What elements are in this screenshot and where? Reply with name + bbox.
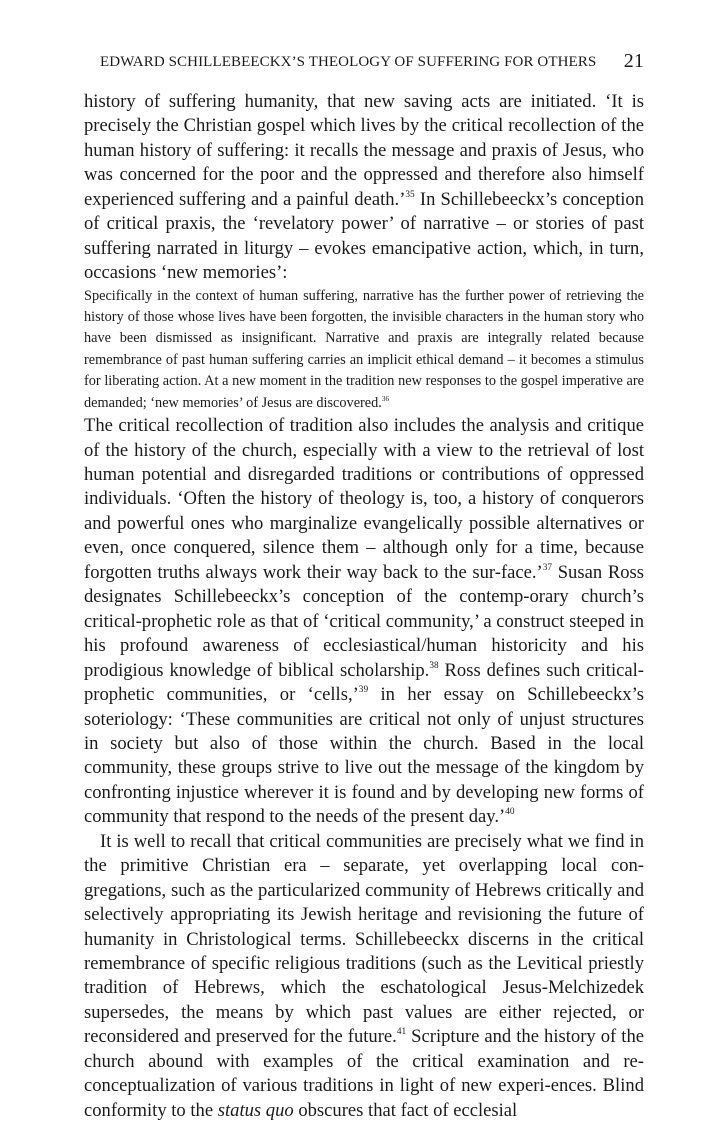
text-run: Specifically in the context of human suffering, narrative has the further power of retrieving the history of those whose lives have been forgotten, the invisible characters in the human story who have been dismissed as insignificant. Narrative and praxis are integrally related because remembrance of past human suffering carries an implicit ethical demand – it becomes a stimulus for liberating action. At a new moment in the tradition new responses to the gospel imperative are demanded; ‘new memories’ of Jesus are discovered. [84, 287, 644, 411]
text-run: obscures that fact of ecclesial [293, 1099, 518, 1121]
footnote-ref-37[interactable]: 37 [542, 562, 553, 573]
footnote-ref-36[interactable]: 36 [381, 394, 390, 403]
text-run: Susan Ross designates Schillebeeckx’s conception of the contemp-orary church’s critical-prophetic role as that of ‘critical community,’ a construct steeped in his profound awareness of ecclesiastical/human historicity and his prodigious knowledge of biblical scholarship. [84, 561, 644, 681]
body-text [84, 90, 644, 1123]
text-run: in her essay on Schillebeeckx’s soteriology: ‘These communities are critical not only of unjust structures in society but also of those within the church. Based in the local community, these groups strive to live out the message of the kingdom by confronting injustice wherever it is found and by developing new forms of community that respond to the needs of the present day.’ [84, 684, 644, 828]
footnote-ref-41[interactable]: 41 [396, 1027, 407, 1038]
paragraph-1 [84, 90, 644, 286]
running-head: EDWARD SCHILLEBEECKX’S THEOLOGY OF SUFFERING FOR OTHERS [100, 54, 597, 70]
text-run: In Schillebeeckx’s conception of critical praxis, the ‘revelatory power’ of narrative – or stories of past suffering narrated in liturgy – evokes emancipative action, which, in turn, occasions ‘new memories’: [84, 188, 644, 284]
footnote-ref-39[interactable]: 39 [358, 685, 369, 696]
page-number: 21 [623, 50, 644, 72]
text-run: Ross defines such critical-prophetic communities, or ‘cells,’ [84, 659, 644, 706]
text-run: It is well to recall that critical communities are precisely what we find in the primitive Christian era – separate, yet overlapping local con-gregations, such as the particularized community of Hebrews critically and selectively appropriating its Jewish heritage and revisioning the future of humanity in Christological terms. Schillebeeckx discerns in the critical remembrance of specific religious traditions (such as the Levitical priestly tradition of Hebrews, which the eschatological Jesus-Melchizedek supersedes, the means by which past values are either rejected, or reconsidered and preserved for the future. [84, 830, 644, 1048]
italic-phrase: status quo [217, 1099, 294, 1121]
paragraph-3 [84, 830, 644, 1123]
text-run: history of suffering humanity, that new saving acts are initiated. ‘It is precisely the Christian gospel which lives by the critical recollection of the human history of suffering: it recalls the message and praxis of Jesus, who was concerned for the poor and the oppressed and therefore also himself experienced suffering and a painful death.’ [84, 91, 644, 210]
footnote-ref-35[interactable]: 35 [405, 189, 415, 200]
footnote-ref-40[interactable]: 40 [505, 807, 515, 818]
block-quote [84, 286, 644, 414]
footnote-ref-38[interactable]: 38 [429, 660, 439, 671]
text-run: Scripture and the history of the church abound with examples of the critical examination and re-conceptualization of various traditions in light of new experi-ences. Blind conformity to the [84, 1026, 644, 1121]
paragraph-2 [84, 414, 644, 830]
text-run: The critical recollection of tradition also includes the analysis and critique of the history of the church, especially with a view to the retrieval of lost human potential and disregarded traditions or contributions of oppressed individuals. ‘Often the history of theology is, too, a history of conquerors and powerful ones who marginalize evangelically possible alternatives or even, once conquered, silence them – although only for a time, because forgotten truths always work their way back to the sur-face.’ [84, 415, 644, 583]
